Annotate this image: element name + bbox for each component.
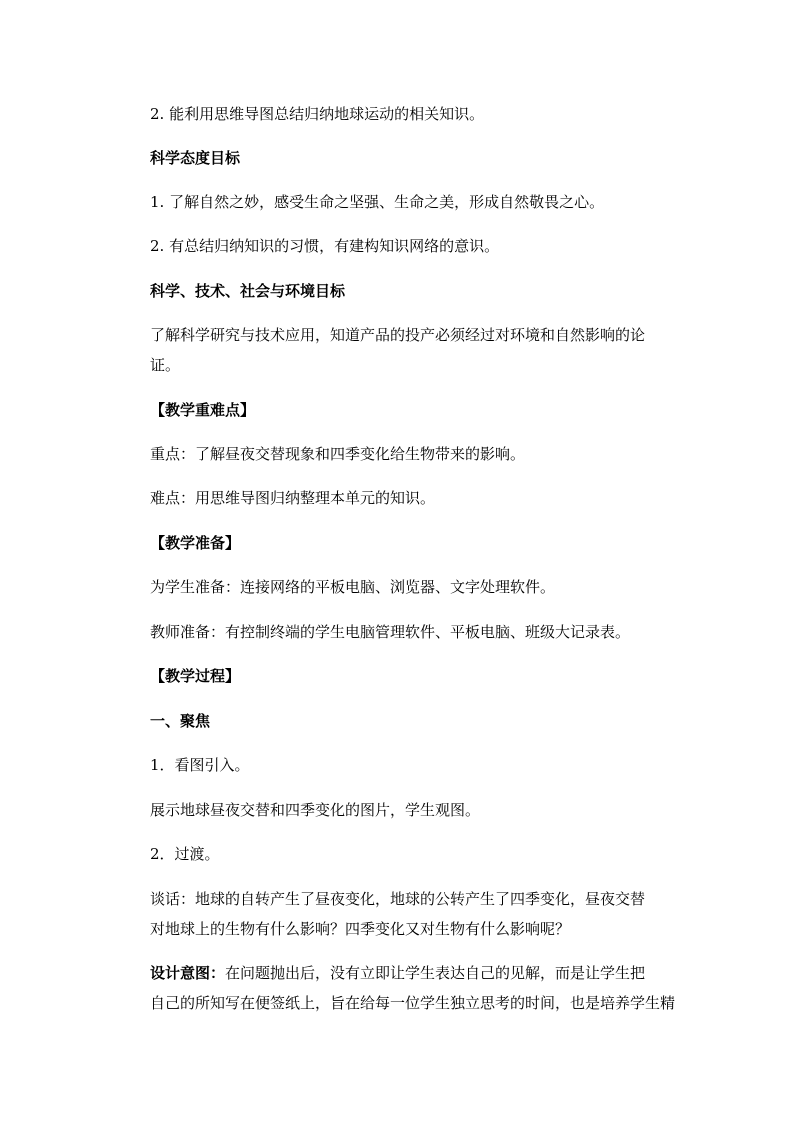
heading-stse-goals: 科学、技术、社会与环境目标 [150,282,346,300]
stse-text-line-2: 证。 [150,356,181,374]
heading-teaching-process: 【教学过程】 [150,667,241,685]
talk-text-line-2: 对地球上的生物有什么影响？四季变化又对生物有什么影响呢？ [150,920,571,938]
teacher-preparation-text: 教师准备：有控制终端的学生电脑管理软件、平板电脑、班级大记录表。 [150,623,631,641]
stse-text-line-1: 了解科学研究与技术应用，知道产品的投产必须经过对环境和自然影响的论 [150,326,646,344]
difficult-point-text: 难点：用思维导图归纳整理本单元的知识。 [150,489,436,507]
key-point-text: 重点：了解昼夜交替现象和四季变化给生物带来的影响。 [150,445,526,463]
student-preparation-text: 为学生准备：连接网络的平板电脑、浏览器、文字处理软件。 [150,578,556,596]
talk-text-line-1: 谈话：地球的自转产生了昼夜变化，地球的公转产生了四季变化，昼夜交替 [150,890,646,908]
design-intent-line-2: 自己的所知写在便签纸上，旨在给每一位学生独立思考的时间，也是培养学生精 [150,994,676,1012]
design-intent-text-1: 在问题抛出后，没有立即让学生表达自己的见解，而是让学生把 [225,964,646,982]
attitude-item-1: 1. 了解自然之妙，感受生命之坚强、生命之美，形成自然敬畏之心。 [150,193,605,211]
step-2-title: 2．过渡。 [150,845,220,863]
heading-preparation: 【教学准备】 [150,534,241,552]
step-1-text: 展示地球昼夜交替和四季变化的图片，学生观图。 [150,801,481,819]
design-intent-line-1 [150,963,645,983]
design-intent-label: 设计意图： [150,964,226,982]
heading-focus: 一、聚焦 [150,712,211,730]
objective-2-text: 2. 能利用思维导图总结归纳地球运动的相关知识。 [150,105,485,123]
attitude-item-2: 2. 有总结归纳知识的习惯，有建构知识网络的意识。 [150,237,500,255]
heading-key-points: 【教学重难点】 [150,401,256,419]
heading-science-attitude: 科学态度目标 [150,149,241,167]
step-1-title: 1．看图引入。 [150,756,250,774]
